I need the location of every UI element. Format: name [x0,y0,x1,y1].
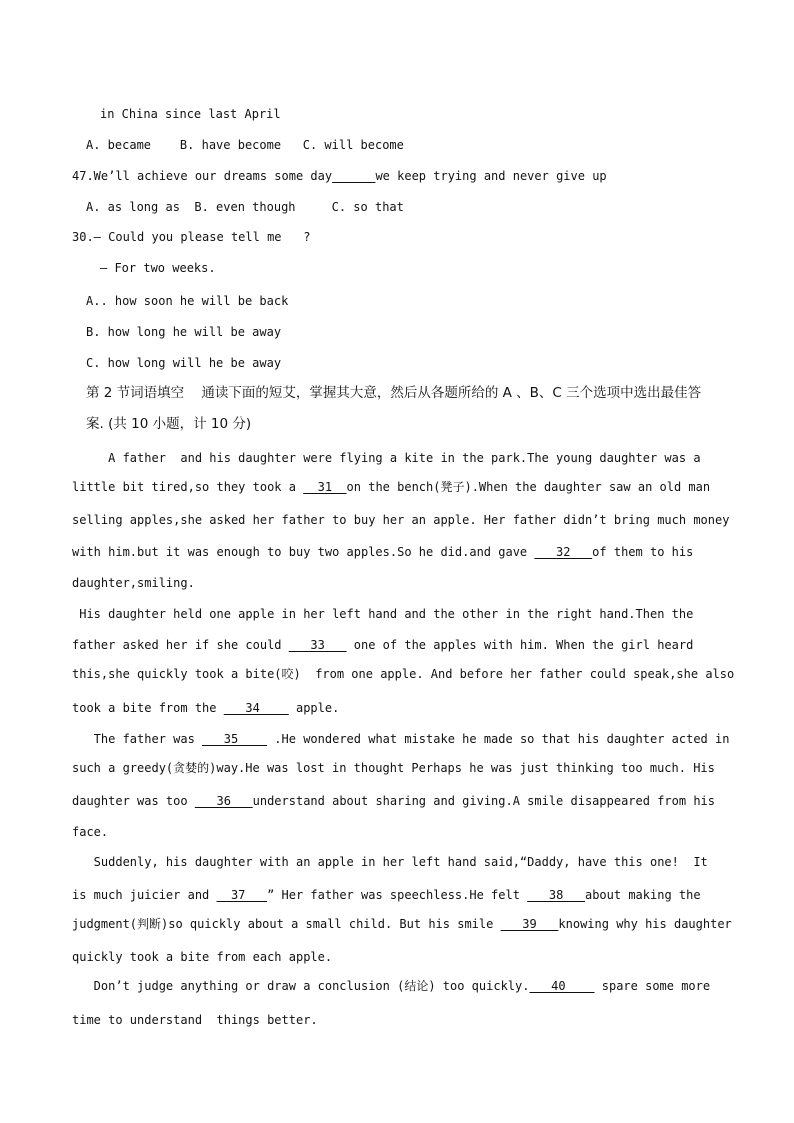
passage-line: A father and his daughter were flying a kite in the park.The young daughter was a [72,451,701,465]
question-30-option-b: B. how long he will be away [86,325,282,339]
question-47-options: A. as long as B. even though C. so that [86,200,404,214]
passage-line: time to understand things better. [72,1013,318,1027]
question-30-option-a: A.. how soon he will be back [86,294,289,308]
passage-line: daughter,smiling. [72,576,195,590]
blank-40: 40 [529,979,595,993]
blank-31: 31 [303,480,347,494]
passage-line: face. [72,825,109,839]
passage-line: such a greedy(贪婪的)way.He was lost in thought Perhaps he was just thinking too much. His [72,761,715,775]
blank-34: 34 [223,701,289,715]
passage-line: little bit tired,so they took a 31 on the bench(凳子).When the daughter saw an old man [72,480,711,494]
passage-line: with him.but it was enough to buy two apples.So he did.and gave 32 of them to his [72,545,694,559]
blank-32: 32 [534,545,593,559]
passage-line: Don’t judge anything or draw a conclusion (结论) too quickly. 40 spare some more [72,979,711,993]
question-30-stem: 30.— Could you please tell me ? [72,230,311,244]
blank-36: 36 [194,794,253,808]
blank-33: 33 [288,638,347,652]
passage-line: is much juicier and 37 ” Her father was speechless.He felt 38 about making the [72,888,701,902]
passage-line: father asked her if she could 33 one of the apples with him. When the girl heard [72,638,694,652]
passage-line: Suddenly, his daughter with an apple in her left hand said,“Daddy, have this one! It [72,855,708,869]
question-47-stem: 47.We’ll achieve our dreams some day we keep trying and never give up [72,169,607,183]
passage-line: this,she quickly took a bite(咬) from one apple. And before her father could speak,she also [72,667,735,681]
section-heading: 第 2 节词语填空 通读下面的短艾，掌握其大意，然后从各题所给的 A 、B、C 三个选项中选出最佳答 [86,385,702,401]
passage-line: selling apples,she asked her father to buy her an apple. Her father didn’t bring much money [72,513,730,527]
passage-line: The father was 35 .He wondered what mistake he made so that his daughter acted in [72,732,730,746]
passage-line: took a bite from the 34 apple. [72,701,340,715]
blank-35: 35 [202,732,268,746]
question-30-reply: — For two weeks. [100,261,216,275]
blank-39: 39 [500,917,559,931]
blank-38: 38 [527,888,585,902]
blank-37: 37 [216,888,268,902]
section-heading-cont: 案. (共 10 小题，计 10 分) [86,416,252,432]
passage-line: quickly took a bite from each apple. [72,950,333,964]
passage-line: judgment(判断)so quickly about a small child. But his smile 39 knowing why his daughter [72,917,732,931]
passage-line: daughter was too 36 understand about sharing and giving.A smile disappeared from his [72,794,715,808]
passage-line: His daughter held one apple in her left hand and the other in the right hand.Then the [72,607,694,621]
question-30-option-c: C. how long will he be away [86,356,282,370]
question-options: A. became B. have become C. will become [86,138,404,152]
question-stem-tail: in China since last April [100,107,281,121]
answer-blank [332,169,375,183]
